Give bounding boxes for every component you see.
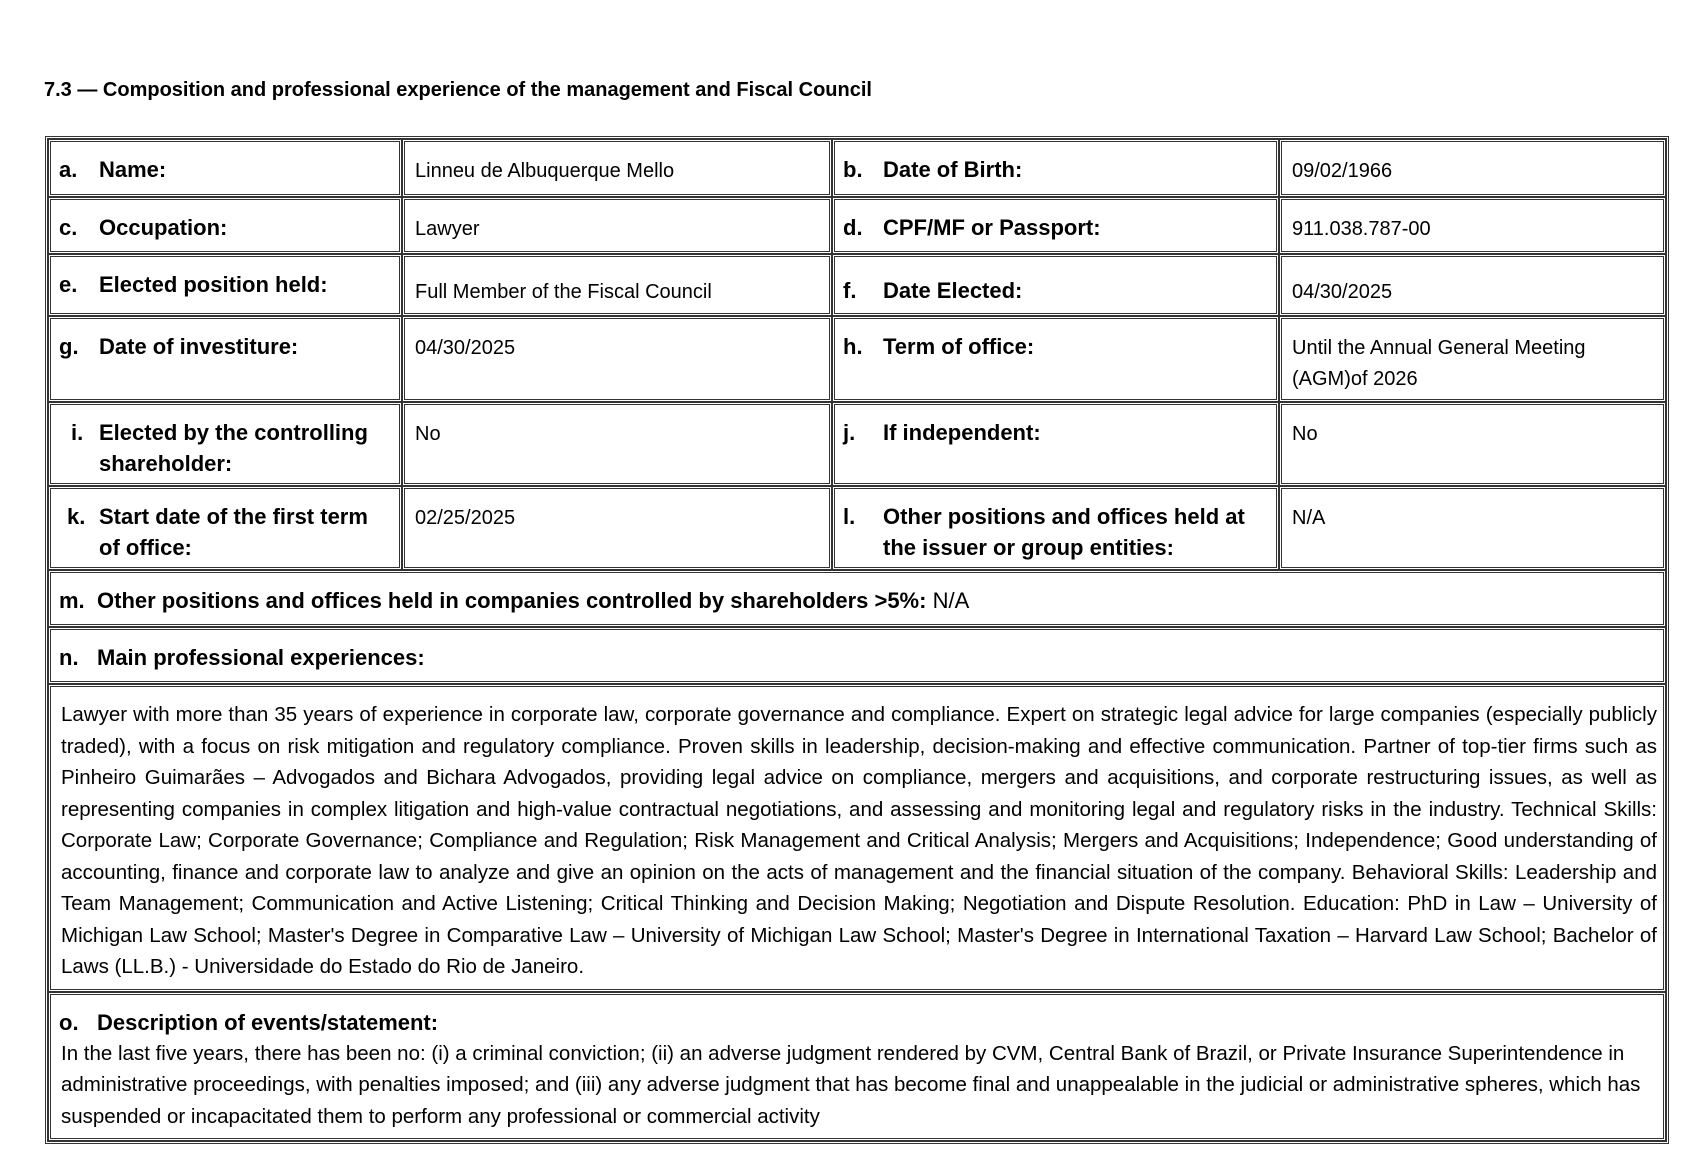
- occupation-label-cell: [48, 197, 402, 254]
- first-term-value: 02/25/2025: [415, 507, 516, 529]
- name-value: Linneu de Albuquerque Mello: [415, 160, 675, 182]
- issuer-positions-value-cell: [1279, 486, 1666, 570]
- item-letter: d.: [843, 215, 863, 240]
- form-row: [48, 992, 1666, 1142]
- form-row: [48, 402, 1666, 486]
- independent-value: No: [1292, 423, 1318, 445]
- item-letter: j.: [843, 420, 856, 445]
- item-letter: c.: [59, 215, 78, 240]
- elected-position-label-cell: [48, 254, 402, 316]
- name-label: Name:: [99, 157, 167, 182]
- occupation-value-cell: [402, 197, 832, 254]
- name-label-cell: [48, 139, 402, 197]
- term-value-cell: [1279, 316, 1666, 402]
- item-letter: m.: [59, 588, 85, 613]
- issuer-positions-label-cell: [832, 486, 1279, 570]
- experience-text: Lawyer with more than 35 years of experience in corporate law, corporate governance and compliance. Expert on strategic legal advice for large companies (especially publicly traded), with a focus on risk mitigation and regulatory compliance. Proven skills in leadership, decision-making and effective communication. Partner of top-tier firms such as Pinheiro Guimarães – Advogados and Bichara Advogados, providing legal advice on compliance, mergers and acquisitions, and corporate restructuring issues, as well as representing companies in complex litigation and high-value contractual negotiations, and assessing and monitoring legal and regulatory risks in the industry. Technical Skills: Corporate Law; Corporate Governance; Compliance and Regulation; Risk Management and Critical Analysis; Mergers and Acquisitions; Independence; Good understanding of accounting, finance and corporate law to analyze and give an opinion on the acts of management and the financial situation of the company. Behavioral Skills: Leadership and Team Management; Communication and Active Listening; Critical Thinking and Decision Making; Negotiation and Dispute Resolution. Education: PhD in Law – University of Michigan Law School; Master's Degree in Comparative Law – University of Michigan Law School; Master's Degree in International Taxation – Harvard Law School; Bachelor of Laws (LL.B.) - Universidade do Estado do Rio de Janeiro.: [61, 703, 1657, 978]
- first-term-value-cell: [402, 486, 832, 570]
- item-letter: k.: [67, 504, 86, 529]
- shareholder-companies-value: N/A: [932, 588, 970, 613]
- investiture-value-cell: [402, 316, 832, 402]
- page-title: 7.3 — Composition and professional experience of the management and Fiscal Council: [44, 79, 872, 101]
- controlling-shareholder-label: Elected by the controlling shareholder:: [99, 420, 368, 476]
- date-elected-label: Date Elected:: [883, 278, 1023, 303]
- first-term-label: Start date of the first term of office:: [99, 504, 368, 560]
- form-row: [48, 197, 1666, 254]
- controlling-shareholder-value: No: [415, 423, 441, 445]
- experience-text-cell: [48, 684, 1666, 992]
- item-letter: a.: [59, 157, 78, 182]
- shareholder-companies-label: Other positions and offices held in companies controlled by shareholders >5%:: [97, 588, 927, 613]
- item-letter: b.: [843, 157, 863, 182]
- experience-heading: Main professional experiences:: [97, 645, 425, 670]
- form-row: [48, 570, 1666, 627]
- occupation-value: Lawyer: [415, 218, 480, 240]
- independent-label-cell: [832, 402, 1279, 486]
- investiture-label-cell: [48, 316, 402, 402]
- item-letter: l.: [843, 504, 856, 529]
- shareholder-companies-cell: [48, 570, 1666, 627]
- date-elected-value: 04/30/2025: [1292, 281, 1393, 303]
- cpf-value-cell: [1279, 197, 1666, 254]
- item-letter: o.: [59, 1009, 79, 1035]
- item-letter: h.: [843, 334, 863, 359]
- cpf-value: 911.038.787-00: [1292, 218, 1431, 240]
- birth-date-value: 09/02/1966: [1292, 160, 1393, 182]
- cpf-label-cell: [832, 197, 1279, 254]
- form-row: [48, 254, 1666, 316]
- elected-position-value: Full Member of the Fiscal Council: [415, 281, 712, 303]
- form-row: [48, 627, 1666, 684]
- management-form-table: [45, 136, 1669, 1144]
- events-text: In the last five years, there has been no: (i) a criminal conviction; (ii) an adverse judgment rendered by CVM, Central Bank of Brazil, or Private Insurance Superintendence in administrative proceedings, with penalties imposed; and (iii) any adverse judgment that has become final and unappealable in the judicial or administrative spheres, which has suspended or incapacitated them to perform any professional or commercial activity: [61, 1041, 1641, 1128]
- date-elected-value-cell: [1279, 254, 1666, 316]
- term-label-cell: [832, 316, 1279, 402]
- form-row: [48, 486, 1666, 570]
- first-term-label-cell: [48, 486, 402, 570]
- events-cell: [48, 992, 1666, 1142]
- investiture-label: Date of investiture:: [99, 334, 299, 359]
- date-elected-label-cell: [832, 254, 1279, 316]
- investiture-value: 04/30/2025: [415, 337, 516, 359]
- birth-date-label-cell: [832, 139, 1279, 197]
- form-row: [48, 139, 1666, 197]
- controlling-shareholder-value-cell: [402, 402, 832, 486]
- events-heading: Description of events/statement:: [97, 1009, 439, 1035]
- birth-date-label: Date of Birth:: [883, 157, 1023, 182]
- independent-label: If independent:: [883, 420, 1041, 445]
- item-letter: i.: [71, 420, 84, 445]
- item-letter: f.: [843, 278, 857, 303]
- item-letter: n.: [59, 645, 79, 670]
- form-row: [48, 316, 1666, 402]
- experience-heading-cell: [48, 627, 1666, 684]
- term-value: Until the Annual General Meeting (AGM)of 2026: [1292, 337, 1586, 390]
- controlling-shareholder-label-cell: [48, 402, 402, 486]
- elected-position-value-cell: [402, 254, 832, 316]
- name-value-cell: [402, 139, 832, 197]
- issuer-positions-label: Other positions and offices held at the issuer or group entities:: [883, 504, 1245, 560]
- birth-date-value-cell: [1279, 139, 1666, 197]
- issuer-positions-value: N/A: [1292, 507, 1326, 529]
- item-letter: g.: [59, 334, 79, 359]
- occupation-label: Occupation:: [99, 215, 228, 240]
- term-label: Term of office:: [883, 334, 1035, 359]
- item-letter: e.: [59, 272, 78, 297]
- cpf-label: CPF/MF or Passport:: [883, 215, 1101, 240]
- elected-position-label: Elected position held:: [99, 272, 328, 297]
- independent-value-cell: [1279, 402, 1666, 486]
- form-row: [48, 684, 1666, 992]
